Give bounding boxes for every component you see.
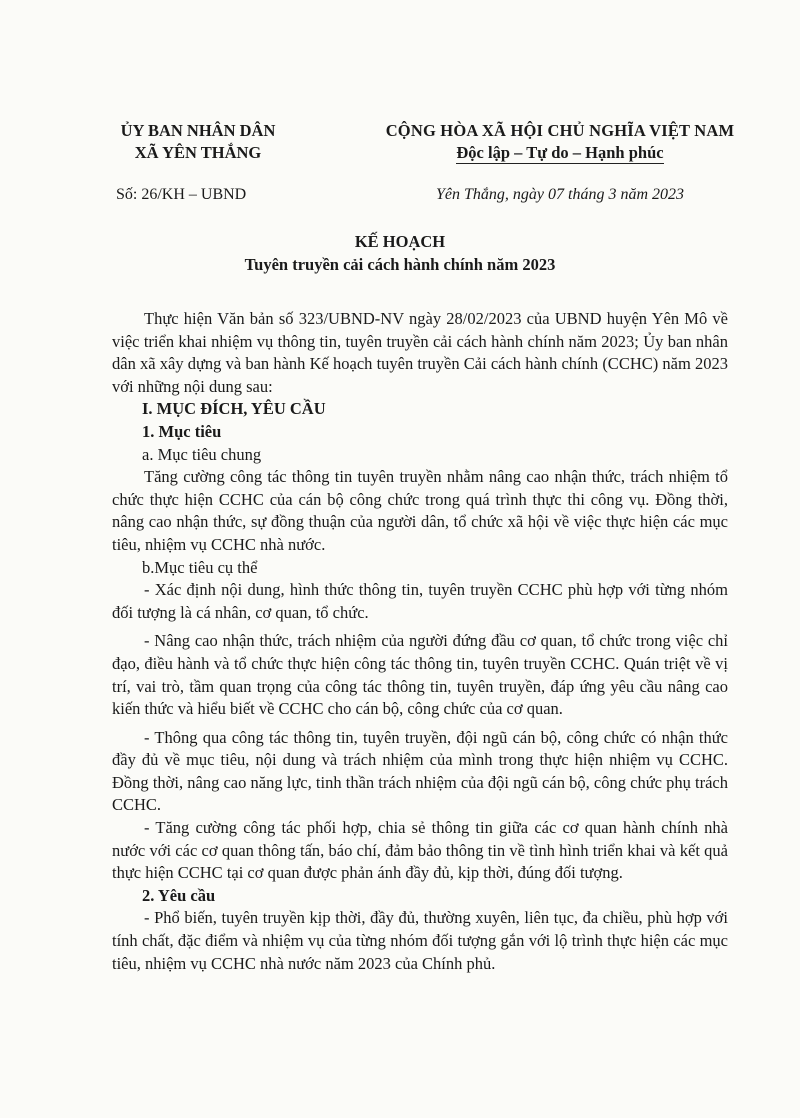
issuing-authority bbox=[98, 120, 298, 164]
paragraph-general-goals: Tăng cường công tác thông tin tuyên truyền nhằm nâng cao nhận thức, trách nhiệm tổ chức thực hiện CCHC của cán bộ công chức trong quá trình thực thi công vụ. Đồng thời, nâng cao nhận thức, sự đồng thuận của người dân, tổ chức xã hội về việc thực hiện các mục tiêu, nhiệm vụ CCHC nhà nước. bbox=[112, 467, 728, 554]
title-main: KẾ HOẠCH bbox=[354, 232, 446, 251]
specific-goal-3: - Thông qua công tác thông tin, tuyên truyền, đội ngũ cán bộ, công chức có nhận thức đầy đủ về mục tiêu, nội dung và trách nhiệm của mình trong thực hiện nhiệm vụ CCHC. Đồng thời, nâng cao năng lực, tinh thần trách nhiệm của đội ngũ cán bộ, công chức phụ trách CCHC. bbox=[112, 727, 728, 815]
subsection-heading-requirements: 2. Yêu cầu bbox=[142, 885, 216, 905]
subsection-heading-goals: 1. Mục tiêu bbox=[142, 421, 222, 441]
authority-line-2: XÃ YÊN THẮNG bbox=[134, 143, 262, 162]
section-heading-1: I. MỤC ĐÍCH, YÊU CẦU bbox=[142, 399, 326, 419]
national-motto: Độc lập – Tự do – Hạnh phúc bbox=[456, 143, 664, 162]
authority-line-1: ỦY BAN NHÂN DÂN bbox=[120, 121, 276, 140]
intro-paragraph: Thực hiện Văn bản số 323/UBND-NV ngày 28/02/2023 của UBND huyện Yên Mô về việc triển khai nhiệm vụ thông tin, tuyên truyền cải cách hành chính năm 2023; Ủy ban nhân dân xã xây dựng và ban hành Kế hoạch tuyên truyền Cải cách hành chính (CCHC) năm 2023 với những nội dung sau: bbox=[112, 309, 728, 396]
title-sub: Tuyên truyền cải cách hành chính năm 2023 bbox=[244, 255, 556, 274]
national-heading bbox=[345, 120, 775, 164]
document-body bbox=[112, 308, 728, 975]
requirement-1: - Phổ biến, tuyên truyền kịp thời, đầy đủ, thường xuyên, liên tục, đa chiều, phù hợp với tính chất, đặc điểm và nhiệm vụ của từng nhóm đối tượng gắn với lộ trình thực hiện các mục tiêu, nhiệm vụ CCHC nhà nước năm 2023 của Chính phủ. bbox=[112, 908, 728, 973]
subsection-general-goals: a. Mục tiêu chung bbox=[142, 444, 262, 464]
subsection-specific-goals: b.Mục tiêu cụ thể bbox=[142, 557, 258, 577]
document-title bbox=[0, 230, 800, 276]
specific-goal-1: - Xác định nội dung, hình thức thông tin, tuyên truyền CCHC phù hợp với từng nhóm đối tượng là cá nhân, cơ quan, tổ chức. bbox=[112, 580, 728, 622]
document-date: Yên Thắng, ngày 07 tháng 3 năm 2023 bbox=[436, 186, 684, 203]
specific-goal-4: - Tăng cường công tác phối hợp, chia sẻ thông tin giữa các cơ quan hành chính nhà nước với các cơ quan thông tấn, báo chí, đảm bảo thông tin về tình hình triển khai và kết quả thực hiện CCHC tại cơ quan được phản ánh đầy đủ, kịp thời, đúng đối tượng. bbox=[112, 818, 728, 883]
document-number: Số: 26/KH – UBND bbox=[116, 186, 247, 203]
nation-name: CỘNG HÒA XÃ HỘI CHỦ NGHĨA VIỆT NAM bbox=[385, 121, 735, 140]
specific-goal-2: - Nâng cao nhận thức, trách nhiệm của người đứng đầu cơ quan, tổ chức trong việc chỉ đạo, điều hành và tổ chức thực hiện công tác thông tin, tuyên truyền CCHC. Quán triệt về vị trí, vai trò, tầm quan trọng của công tác thông tin, tuyên truyền, đáp ứng yêu cầu nâng cao kiến thức và hiểu biết về CCHC cho cán bộ, công chức của cơ quan. bbox=[112, 631, 728, 719]
